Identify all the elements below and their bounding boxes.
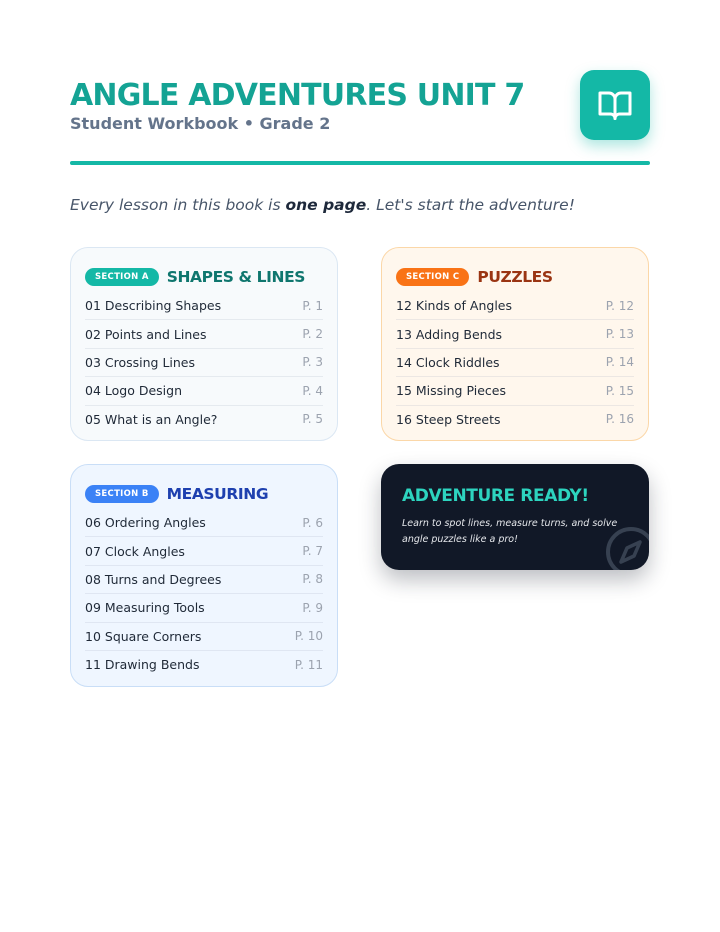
promo-title: ADVENTURE READY! (402, 486, 589, 506)
lesson-page: P. 4 (302, 383, 323, 398)
lesson-item[interactable] (85, 319, 323, 347)
section-card-b (70, 464, 338, 687)
lesson-item[interactable] (396, 292, 634, 319)
lesson-item[interactable] (85, 376, 323, 404)
lesson-item[interactable] (85, 509, 323, 536)
lesson-page: P. 5 (302, 412, 323, 427)
lesson-name: 02 Points and Lines (85, 326, 207, 342)
lesson-name: 08 Turns and Degrees (85, 571, 222, 587)
lesson-item[interactable] (85, 593, 323, 621)
lesson-name: 15 Missing Pieces (396, 383, 506, 399)
lesson-item[interactable] (396, 376, 634, 404)
lesson-page: P. 7 (302, 544, 323, 559)
lesson-name: 14 Clock Riddles (396, 354, 500, 370)
lesson-page: P. 13 (605, 327, 634, 342)
compass-icon (600, 521, 649, 570)
lesson-name: 05 What is an Angle? (85, 411, 218, 427)
lesson-item[interactable] (396, 405, 634, 433)
lesson-name: 07 Clock Angles (85, 543, 185, 559)
lesson-page: P. 16 (605, 412, 634, 427)
adventure-ready-card (381, 464, 649, 570)
lesson-name: 06 Ordering Angles (85, 515, 206, 531)
lesson-item[interactable] (85, 292, 323, 319)
lesson-item[interactable] (85, 348, 323, 376)
section-header (85, 483, 323, 505)
section-card-c (381, 247, 649, 441)
lesson-list (85, 509, 323, 678)
lesson-item[interactable] (85, 622, 323, 650)
lesson-page: P. 6 (302, 515, 323, 530)
lesson-item[interactable] (85, 565, 323, 593)
intro-emphasis: one page (285, 196, 367, 214)
section-badge: SECTION B (85, 485, 159, 503)
lesson-page: P. 12 (605, 298, 634, 313)
intro-text: Every lesson in this book is one page. Let's start the adventure! (70, 196, 575, 214)
promo-text: Learn to spot lines, measure turns, and solve angle puzzles like a pro! (402, 518, 618, 545)
lesson-name: 13 Adding Bends (396, 326, 503, 342)
lesson-page: P. 15 (605, 383, 634, 398)
header-divider (70, 161, 650, 165)
lesson-page: P. 9 (302, 600, 323, 615)
section-card-a (70, 247, 338, 441)
lesson-name: 11 Drawing Bends (85, 657, 200, 673)
lesson-name: 04 Logo Design (85, 383, 182, 399)
lesson-item[interactable] (85, 536, 323, 564)
book-badge (580, 70, 650, 140)
lesson-page: P. 10 (294, 629, 323, 644)
lesson-page: P. 8 (302, 572, 323, 587)
section-badge: SECTION A (85, 268, 159, 286)
lesson-name: 10 Square Corners (85, 628, 202, 644)
section-badge: SECTION C (396, 268, 469, 286)
lesson-item[interactable] (85, 405, 323, 433)
lesson-name: 03 Crossing Lines (85, 354, 196, 370)
lesson-page: P. 14 (605, 355, 634, 370)
lesson-page: P. 2 (302, 327, 323, 342)
lesson-list (85, 292, 323, 433)
section-title: SHAPES & LINES (166, 268, 306, 286)
book-icon (597, 87, 633, 123)
lesson-name: 01 Describing Shapes (85, 298, 222, 314)
lesson-name: 16 Steep Streets (396, 411, 501, 427)
section-title: MEASURING (166, 485, 269, 503)
lesson-item[interactable] (396, 348, 634, 376)
page-header (70, 72, 650, 152)
section-header (85, 266, 323, 288)
section-title: PUZZLES (477, 268, 553, 286)
section-header (396, 266, 634, 288)
lesson-page: P. 11 (294, 657, 323, 672)
lesson-item[interactable] (85, 650, 323, 678)
lesson-list (396, 292, 634, 433)
lesson-page: P. 3 (302, 355, 323, 370)
lesson-page: P. 1 (302, 298, 323, 313)
lesson-name: 09 Measuring Tools (85, 600, 205, 616)
lesson-name: 12 Kinds of Angles (396, 298, 512, 314)
lesson-item[interactable] (396, 319, 634, 347)
page-title: ANGLE ADVENTURES UNIT 7 (70, 78, 525, 113)
page-subtitle: Student Workbook • Grade 2 (70, 114, 331, 133)
